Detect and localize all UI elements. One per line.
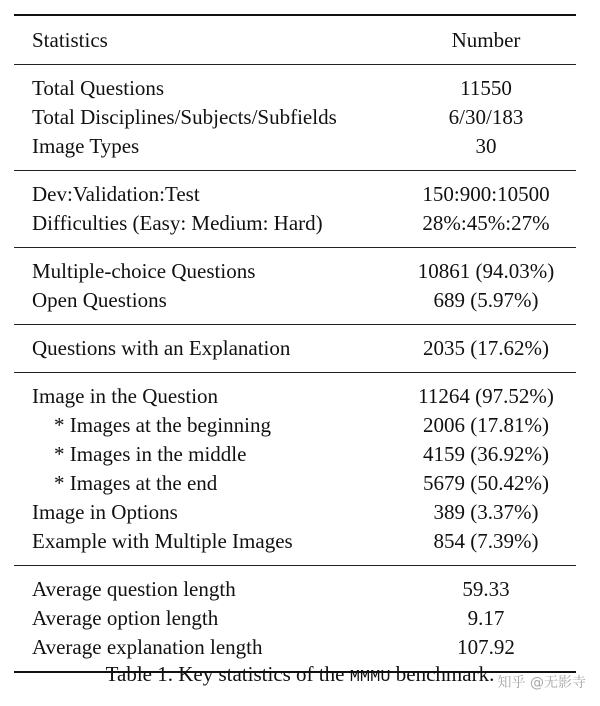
row-label: Average question length — [32, 577, 236, 601]
row-label: Average option length — [32, 606, 219, 630]
row-value: 28%:45%:27% — [422, 211, 550, 235]
row-value: 150:900:10500 — [422, 182, 550, 206]
row-value: 107.92 — [457, 635, 515, 659]
caption-prefix: Table 1. Key statistics of the — [105, 662, 350, 686]
watermark: 知乎 @无影寺 — [497, 675, 586, 691]
table-row — [14, 469, 576, 498]
row-value: 689 (5.97%) — [433, 288, 539, 312]
table-row — [14, 382, 576, 411]
row-label: Total Disciplines/Subjects/Subfields — [32, 105, 337, 129]
row-value: 9.17 — [467, 606, 505, 630]
statistics-table — [14, 14, 576, 673]
table-group-question-types — [14, 248, 576, 324]
row-label: Image Types — [32, 134, 140, 158]
table-row — [14, 286, 576, 315]
caption-suffix: benchmark. — [390, 662, 495, 686]
row-label: Dev:Validation:Test — [32, 182, 200, 206]
header-statistics: Statistics — [32, 27, 108, 52]
table-row — [14, 334, 576, 363]
header-number: Number — [451, 27, 521, 52]
table-group-lengths — [14, 566, 576, 671]
table-row — [14, 180, 576, 209]
row-label: Average explanation length — [32, 635, 263, 659]
row-value: 59.33 — [462, 577, 510, 601]
row-value: 11264 (97.52%) — [418, 384, 554, 408]
row-value: 854 (7.39%) — [433, 529, 539, 553]
row-label: Image in the Question — [32, 384, 219, 408]
table-row — [14, 527, 576, 556]
table-row — [14, 411, 576, 440]
row-value: 6/30/183 — [448, 105, 524, 129]
table-header-row — [14, 16, 576, 64]
row-label: Questions with an Explanation — [32, 336, 291, 360]
table-group-explanations — [14, 325, 576, 372]
table-row — [14, 103, 576, 132]
table-row — [14, 257, 576, 286]
row-label: Difficulties (Easy: Medium: Hard) — [32, 211, 323, 235]
row-label: Example with Multiple Images — [32, 529, 293, 553]
table-row — [14, 575, 576, 604]
row-label: Open Questions — [32, 288, 167, 312]
row-value: 389 (3.37%) — [433, 500, 539, 524]
row-value: 2035 (17.62%) — [423, 336, 549, 360]
table-row — [14, 604, 576, 633]
row-label: * Images in the middle — [54, 442, 247, 466]
table-group-totals — [14, 65, 576, 170]
table-row — [14, 74, 576, 103]
table-group-images — [14, 373, 576, 565]
row-value: 5679 (50.42%) — [423, 471, 549, 495]
row-label: * Images at the beginning — [54, 413, 271, 437]
table-row — [14, 209, 576, 238]
row-label: * Images at the end — [54, 471, 218, 495]
table-row — [14, 498, 576, 527]
table-group-splits — [14, 171, 576, 247]
row-label: Image in Options — [32, 500, 178, 524]
table-row — [14, 132, 576, 161]
row-value: 30 — [475, 134, 497, 158]
row-value: 4159 (36.92%) — [423, 442, 549, 466]
row-label: Multiple-choice Questions — [32, 259, 256, 283]
table-row — [14, 633, 576, 662]
table-row — [14, 440, 576, 469]
row-value: 11550 — [460, 76, 512, 100]
row-value: 2006 (17.81%) — [423, 413, 549, 437]
caption-benchmark-name: MMMU — [349, 668, 391, 687]
row-value: 10861 (94.03%) — [417, 259, 555, 283]
row-label: Total Questions — [32, 76, 165, 100]
